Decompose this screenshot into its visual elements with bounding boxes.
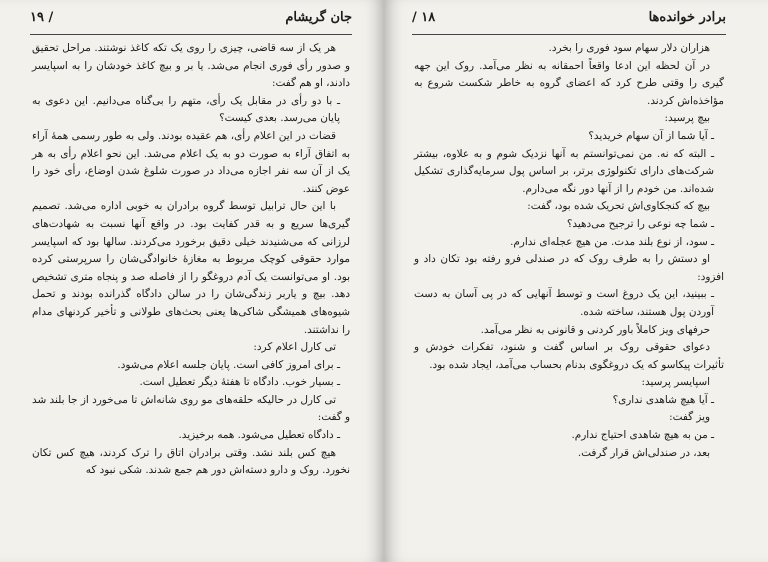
dialogue-line: ـ با دو رأی در مقابل یک رأی، متهم را بی‌گناه می‌دانیم. این دعوی به پایان می‌رسد. بعدی کیست؟ [32,94,340,125]
right-page-body [414,40,724,462]
paragraph: تی کارل اعلام کرد: [253,341,336,354]
dialogue-line: ـ من به هیچ شاهدی احتیاج ندارم. [571,429,714,442]
paragraph: تی کارل در حالیکه حلقه‌های مو روی شانه‌اش تا می‌خورد از جا بلند شد و گفت: [32,393,350,424]
paragraph: بیچ که کنجکاوی‌اش تحریک شده بود، گفت: [527,200,710,213]
dialogue-line: ـ سود، از نوع بلند مدت. من هیچ عجله‌ای ندارم. [510,235,714,248]
paragraph: قضات در این اعلام رأی، هم عقیده بودند. ولی به طور رسمی همهٔ آراء به اتفاق آراء به صورت دو به یک اعلام می‌شد. این نحو اعلام رأی به هر یک از آن سه نفر اجازه می‌داد در صورت شلوغ شدن اوضاع، رأی خود را عوض کنند. [32,129,350,195]
right-page-header [412,10,726,25]
paragraph: با این حال ترابیل توسط گروه برادران به خوبی اداره می‌شد. تصمیم گیری‌ها سریع و به قدر کفایت بود. در واقع آنها نسبت به شهادت‌های لرزانی که می‌شنیدند خیلی دقیق برخورد می‌کردند. سالها بود که اسپایسر موارد حقوقی کوچک مربوط به مغازهٔ خانوادگی‌شان را سرپرستی کرده بود. او می‌توانست یک آدم دروغگو را از فاصله صد و پنجاه متری تشخیص دهد. بیچ و یاربر زندگی‌شان را در سالن دادگاه گذرانده بودند و تحمل شیوه‌های همیشگی شاکی‌ها یعنی بحث‌های طولانی و تأخیر کردنهای مدام را نداشتند. [32,200,350,336]
paragraph: ویز گفت: [669,411,710,424]
paragraph: بعد، در صندلی‌اش قرار گرفت. [577,446,710,459]
paragraph: بیچ پرسید: [664,112,710,125]
running-title: برادر خوانده‌ها [648,10,726,25]
paragraph: اسپایسر پرسید: [641,376,710,389]
paragraph: دعوای حقوقی روک بر اساس گفت و شنود، تفکرات خودش و تأثیرات پیکاسو که یک دروغگوی بدنام بحساب می‌آمد، ایجاد شده بود. [414,341,724,371]
page-number: ۱۸ / [412,10,436,25]
dialogue-line: ـ بسیار خوب. دادگاه تا هفتهٔ دیگر تعطیل است. [139,376,340,389]
running-title: جان گریشام [285,10,352,25]
dialogue-line: ـ آیا هیچ شاهدی نداری؟ [612,393,714,406]
right-page [384,0,768,562]
dialogue-line: ـ برای امروز کافی است. پایان جلسه اعلام می‌شود. [117,358,340,371]
paragraph: حرفهای ویز کاملاً باور کردنی و قانونی به نظر می‌آمد. [480,323,710,336]
left-page-body [32,40,350,480]
dialogue-line: ـ دادگاه تعطیل می‌شود. همه برخیزید. [178,429,340,442]
header-rule [412,34,726,35]
left-page-header [30,10,352,25]
paragraph: هیچ کس بلند نشد. وقتی برادران اتاق را ترک کردند، هیچ کس تکان نخورد. روک و دارو دسته‌اش دور هم جمع شدند. شکی نبود که [32,446,350,477]
dialogue-line: ـ شما چه نوعی را ترجیح می‌دهید؟ [566,217,714,230]
paragraph: در آن لحظه این ادعا واقعاً احمقانه به نظر می‌آمد. روک این جهه گیری را وقتی طرح کرد که اعضای گروه به خاطر شکست شروع به مؤاخذه‌اش کردند. [414,59,724,107]
paragraph: او دستش را به طرف روک که در صندلی فرو رفته بود تکان داد و افزود: [414,253,724,283]
header-rule [30,34,352,35]
dialogue-line: ـ ببینید، این یک دروغ است و توسط آنهایی که در پی آسان به دست آوردن پول هستند، ساخته شده. [414,288,714,318]
dialogue-line: ـ آیا شما از آن سهام خریدید؟ [588,129,714,142]
paragraph: هر یک از سه قاضی، چیزی را روی یک تکه کاغذ نوشتند. مراحل تحقیق و صدور رأی فوری انجام می‌شد. یا بر و بیچ کاغذ خودشان را به اسپایسر دادند، او هم گفت: [32,42,350,90]
paragraph: هزاران دلار سهام سود فوری را بخرد. [548,42,710,54]
page-number: / ۱۹ [30,10,54,25]
dialogue-line: ـ البته که نه. من نمی‌توانستم به آنها نزدیک شوم و به علاوه، بیشتر شرکت‌های دارای تکنولوژی برتر، بر اساس پول سرمایه‌گذاری تشکیل شده‌اند. من خودم را از آنها دور نگه می‌دارم. [414,147,714,195]
